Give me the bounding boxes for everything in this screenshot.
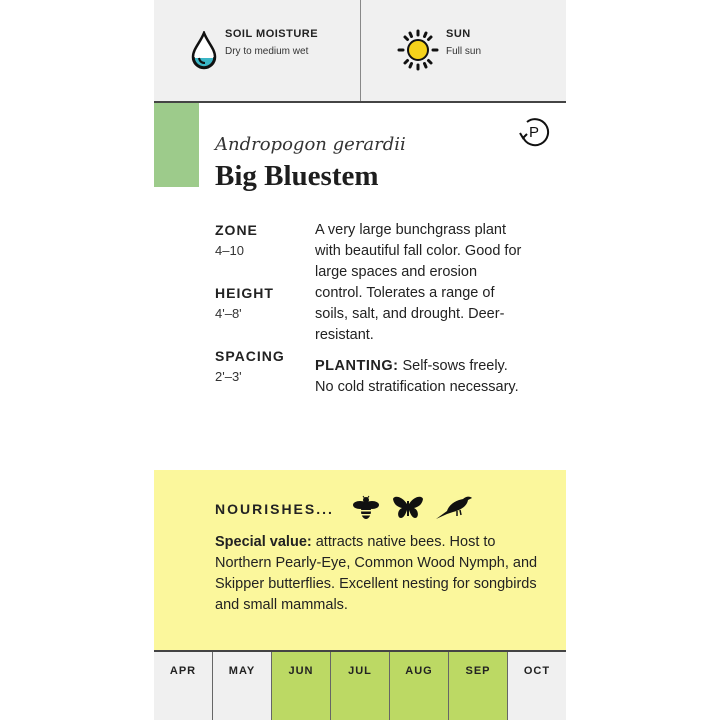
color-tab [154,103,199,187]
month-apr: APR [154,652,213,720]
planting-text: Self-sows freely. No cold stratification necessary. [315,358,519,395]
bloom-calendar [154,652,566,720]
common-name: Big Bluestem [215,160,379,192]
description-block [315,220,525,398]
description: A very large bunchgrass plant with beautiful fall color. Good for large spaces and erosion control. Tolerates a range of soils, salt, and drought. Deer-resistant. [315,222,522,343]
spacing-label: SPACING [215,348,285,364]
perennial-icon [517,115,551,149]
divider [360,0,361,101]
planting-note [315,356,525,398]
height-label: HEIGHT [215,285,274,301]
condition-value: Full sun [446,46,482,57]
height-value: 4'–8' [215,306,242,321]
month-sep: SEP [449,652,508,720]
growing-conditions [154,0,566,103]
condition-title: SOIL MOISTURE [225,28,319,40]
zone-value: 4–10 [215,243,244,258]
special-value-label: Special value: [215,534,312,550]
month-oct: OCT [508,652,566,720]
nourishes-text [215,532,545,616]
spacing-value: 2'–3' [215,369,242,384]
plant-card [154,0,566,720]
butterfly-icon [392,496,424,520]
sun-exposure [397,28,481,57]
condition-value: Dry to medium wet [225,46,309,57]
bee-icon [352,495,380,521]
month-jun: JUN [272,652,331,720]
special-value-text: attracts native bees. Host to Northern Pearly-Eye, Common Wood Nymph, and Skipper butterflies. Excellent nesting for songbirds and small mammals. [215,534,538,613]
nourishes-title: NOURISHES... [215,501,334,517]
condition-title: SUN [446,28,471,40]
month-may: MAY [213,652,272,720]
sun-icon [397,29,439,71]
scientific-name: Andropogon gerardii [215,134,406,155]
lifecycle-letter: P [528,124,540,141]
planting-label: PLANTING: [315,358,399,374]
month-jul: JUL [331,652,390,720]
soil-moisture [190,28,318,57]
nourishes-panel [154,470,566,652]
bird-icon [435,494,473,520]
water-drop-icon [190,31,218,71]
zone-label: ZONE [215,222,258,238]
month-aug: AUG [390,652,449,720]
